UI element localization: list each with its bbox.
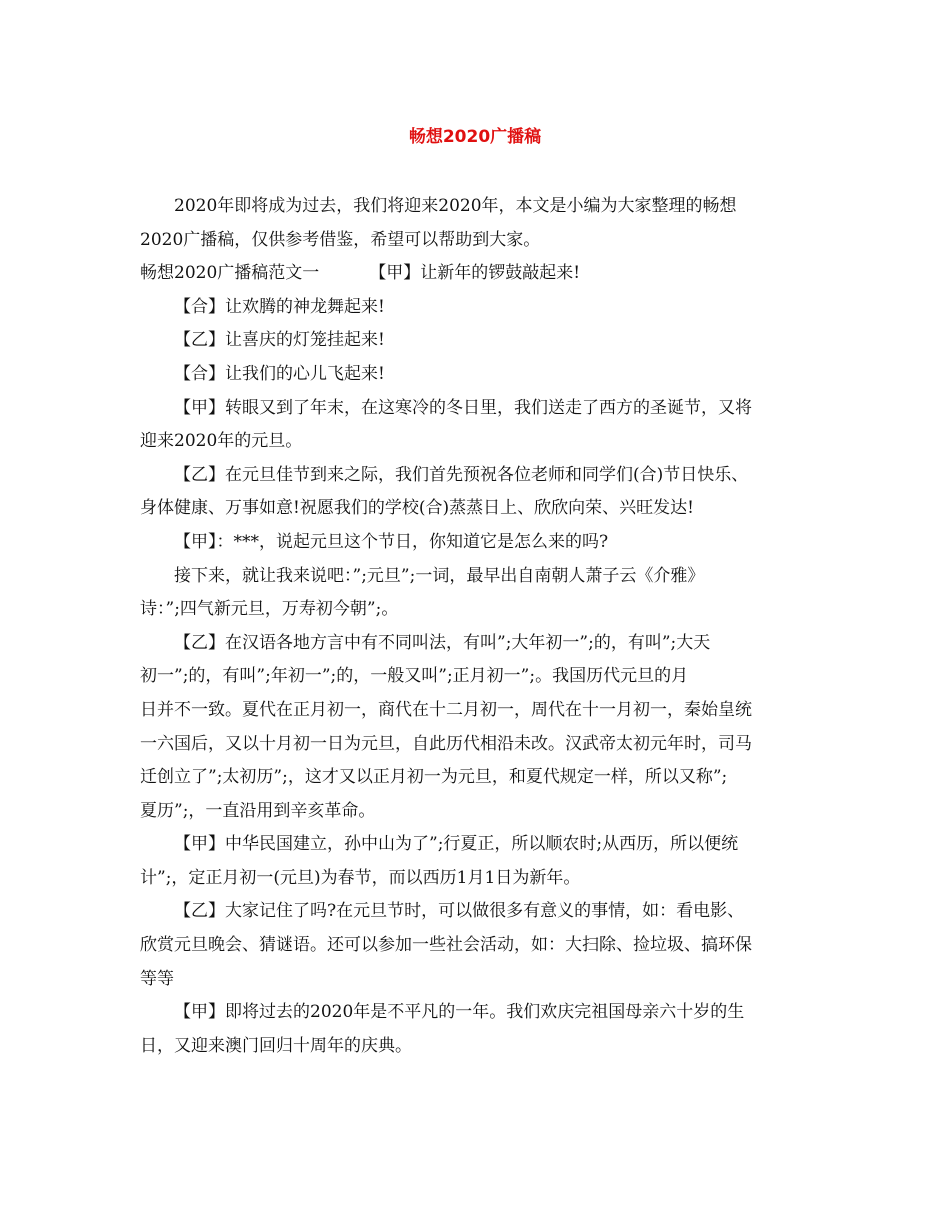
text-line: 计”;，定正月初一(元旦)为春节，而以西历1月1日为新年。 <box>140 867 581 888</box>
script-paragraph <box>140 324 840 358</box>
text-line: 日并不一致。夏代在正月初一，商代在十二月初一，周代在十一月初一，秦始皇统 <box>140 699 752 720</box>
text-line: 【甲】即将过去的2020年是不平凡的一年。我们欢庆完祖国母亲六十岁的生 <box>174 1002 745 1023</box>
script-paragraph <box>140 996 840 1063</box>
text-line: 诗：”;四气新元旦，万寿初今朝”;。 <box>140 599 399 620</box>
script-paragraph <box>140 392 840 459</box>
text-line: 【合】让我们的心儿飞起来! <box>174 363 385 384</box>
script-paragraph <box>140 291 840 325</box>
intro-paragraph <box>140 190 840 257</box>
text-line: 欣赏元旦晚会、猜谜语。还可以参加一些社会活动，如：大扫除、捡垃圾、搞环保 <box>140 935 752 956</box>
document-body <box>140 190 840 1063</box>
text-line: 【甲】中华民国建立，孙中山为了”;行夏正，所以顺农时;从西历，所以便统 <box>174 834 739 855</box>
script-paragraph <box>140 459 840 526</box>
sample-heading: 畅想2020广播稿范文一 <box>140 263 320 284</box>
text-line: 【甲】：***，说起元旦这个节日，你知道它是怎么来的吗? <box>174 531 609 552</box>
text-line: 2020年即将成为过去，我们将迎来2020年，本文是小编为大家整理的畅想 <box>174 196 737 216</box>
document-title: 畅想2020广播稿 <box>408 127 542 147</box>
text-line: 等等 <box>140 968 174 989</box>
script-paragraph <box>140 526 840 560</box>
sample-heading-line <box>140 257 840 291</box>
script-paragraph <box>140 560 840 627</box>
text-line: 迎来2020年的元旦。 <box>140 431 303 452</box>
text-line: 日，又迎来澳门回归十周年的庆典。 <box>140 1035 412 1056</box>
text-line: 迁创立了”;太初历”;，这才又以正月初一为元旦，和夏代规定一样，所以又称”; <box>140 767 728 788</box>
script-paragraph <box>140 895 840 996</box>
script-paragraphs <box>140 291 840 1064</box>
text-line: 【乙】在汉语各地方言中有不同叫法，有叫”;大年初一”;的，有叫”;大天 <box>174 632 711 653</box>
text-line: 【甲】让新年的锣鼓敲起来! <box>369 263 581 284</box>
text-line: 2020广播稿，仅供参考借鉴，希望可以帮助到大家。 <box>140 229 541 250</box>
text-line: 【乙】在元旦佳节到来之际，我们首先预祝各位老师和同学们(合)节日快乐、 <box>174 464 749 485</box>
text-line: 夏历”;，一直沿用到辛亥革命。 <box>140 800 376 821</box>
script-paragraph <box>140 627 840 829</box>
text-line: 【乙】大家记住了吗?在元旦节时，可以做很多有意义的事情，如：看电影、 <box>174 901 745 922</box>
script-paragraph <box>140 828 840 895</box>
text-line: 身体健康、万事如意!祝愿我们的学校(合)蒸蒸日上、欣欣向荣、兴旺发达! <box>140 498 694 519</box>
text-line: 【乙】让喜庆的灯笼挂起来! <box>174 330 385 351</box>
script-paragraph <box>140 358 840 392</box>
text-line: 【合】让欢腾的神龙舞起来! <box>174 296 385 317</box>
text-line: 一六国后，又以十月初一日为元旦，自此历代相沿未改。汉武帝太初元年时，司马 <box>140 733 752 754</box>
text-line: 初一”;的，有叫”;年初一”;的，一般又叫”;正月初一”;。我国历代元旦的月 <box>140 666 689 687</box>
text-line: 【甲】转眼又到了年末，在这寒冷的冬日里，我们送走了西方的圣诞节，又将 <box>174 397 752 418</box>
text-line: 接下来，就让我来说吧：”;元旦”;一词，最早出自南朝人萧子云《介雅》 <box>174 565 705 586</box>
